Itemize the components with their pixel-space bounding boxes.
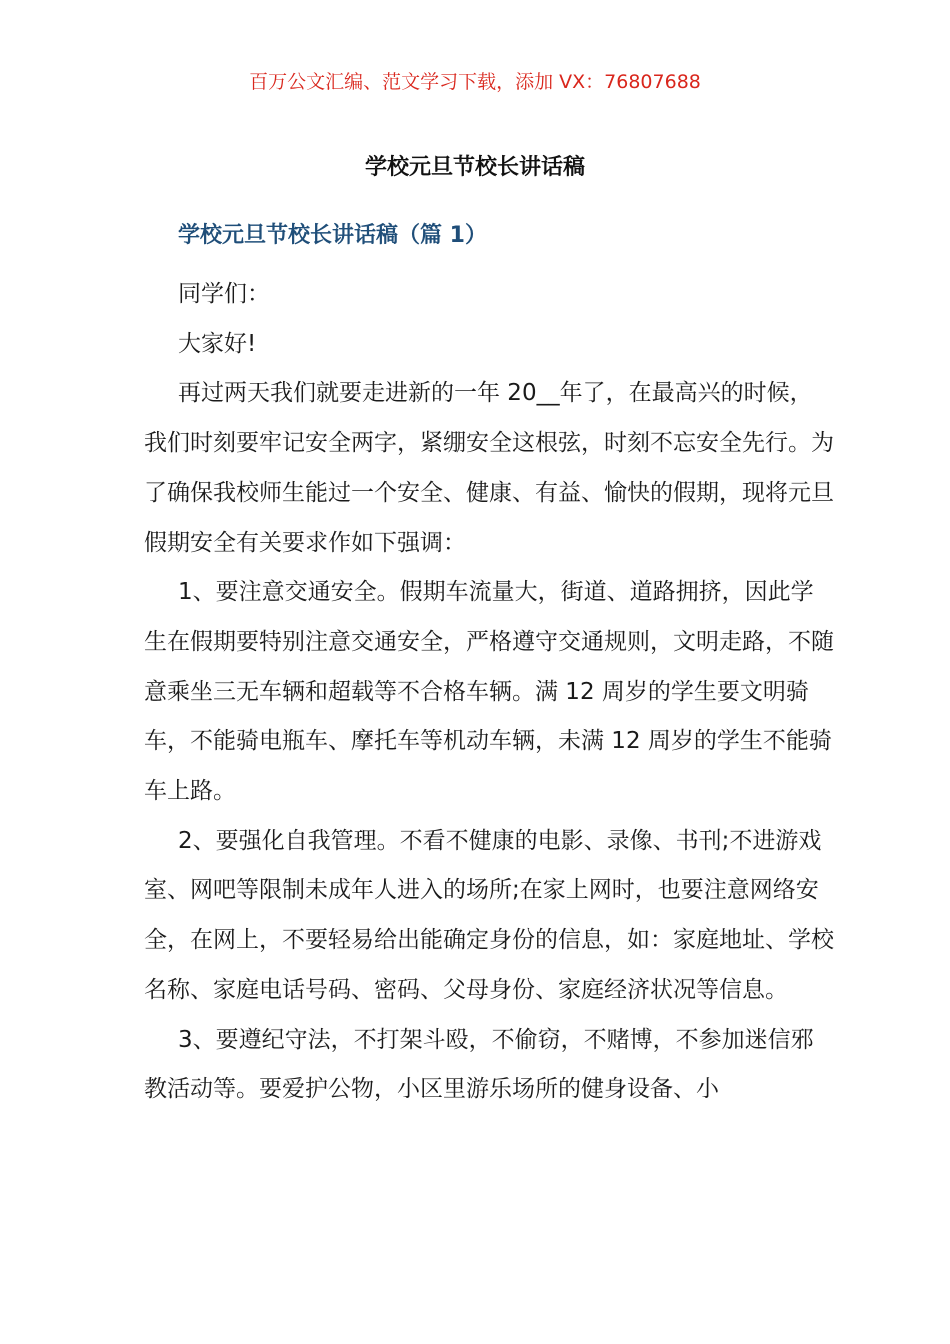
paragraph-item-3: 3、要遵纪守法，不打架斗殴，不偷窃，不赌博，不参加迷信邪教活动等。要爱护公物，小区里游乐场所的健身设备、小 (144, 1026, 814, 1103)
paragraph-intro: 再过两天我们就要走进新的一年 20__年了，在最高兴的时候，我们时刻要牢记安全两字，紧绷安全这根弦，时刻不忘安全先行。为了确保我校师生能过一个安全、健康、有益、愉快的假期，现将元旦假期安全有关要求作如下强调： (144, 380, 834, 556)
section-heading: 学校元旦节校长讲话稿（篇 1） (178, 223, 487, 248)
paragraph-salutation: 同学们： (178, 281, 270, 307)
paragraph-item-2: 2、要强化自我管理。不看不健康的电影、录像、书刊;不进游戏室、网吧等限制未成年人进入的场所;在家上网时，也要注意网络安全，在网上，不要轻易给出能确定身份的信息，如：家庭地址、学校名称、家庭电话号码、密码、父母身份、家庭经济状况等信息。 (144, 827, 834, 1003)
paragraph-item-1: 1、要注意交通安全。假期车流量大，街道、道路拥挤，因此学生在假期要特别注意交通安全，严格遵守交通规则，文明走路，不随意乘坐三无车辆和超载等不合格车辆。满 12 周岁的学生要文明骑车，不能骑电瓶车、摩托车等机动车辆，未满 12 周岁的学生不能骑车上路。 (144, 579, 834, 805)
document-body (144, 270, 834, 1115)
document-title: 学校元旦节校长讲话稿 (364, 155, 585, 180)
promo-banner: 百万公文汇编、范文学习下载，添加 VX：76807688 (249, 71, 701, 93)
paragraph-greeting: 大家好! (178, 330, 257, 357)
